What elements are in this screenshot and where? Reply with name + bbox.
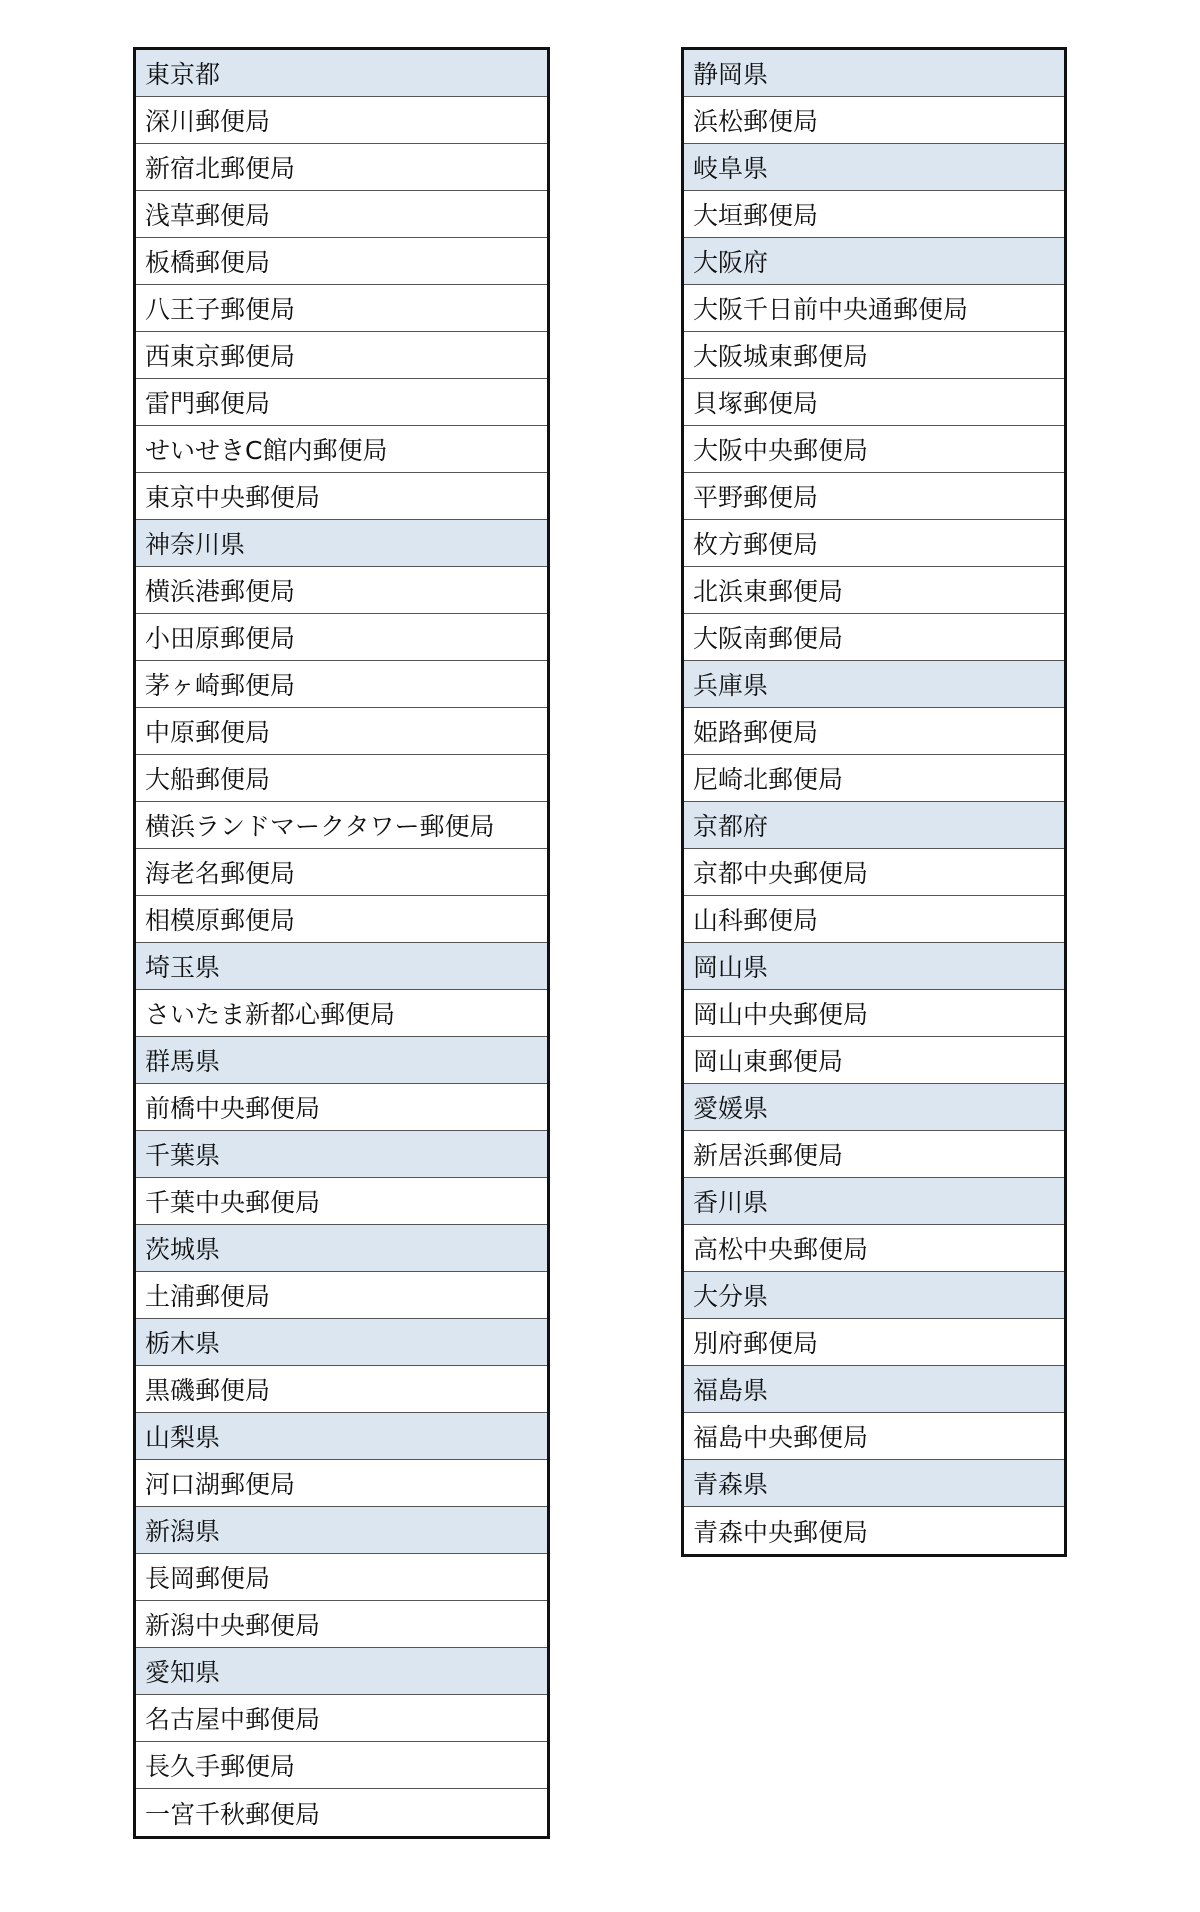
post-office-row: 浜松郵便局 bbox=[684, 97, 1064, 144]
prefecture-header-row: 青森県 bbox=[684, 1460, 1064, 1507]
prefecture-header-row: 栃木県 bbox=[136, 1319, 547, 1366]
post-office-row: 前橋中央郵便局 bbox=[136, 1084, 547, 1131]
post-office-row: 京都中央郵便局 bbox=[684, 849, 1064, 896]
prefecture-header-row: 神奈川県 bbox=[136, 520, 547, 567]
post-office-row: 千葉中央郵便局 bbox=[136, 1178, 547, 1225]
post-office-row: 横浜ランドマークタワー郵便局 bbox=[136, 802, 547, 849]
post-office-row: 雷門郵便局 bbox=[136, 379, 547, 426]
post-office-row: 一宮千秋郵便局 bbox=[136, 1789, 547, 1836]
post-office-row: 姫路郵便局 bbox=[684, 708, 1064, 755]
prefecture-header-row: 香川県 bbox=[684, 1178, 1064, 1225]
prefecture-header-row: 大阪府 bbox=[684, 238, 1064, 285]
post-office-row: 新宿北郵便局 bbox=[136, 144, 547, 191]
post-office-row: せいせきC館内郵便局 bbox=[136, 426, 547, 473]
post-office-row: 新居浜郵便局 bbox=[684, 1131, 1064, 1178]
post-office-row: 黒磯郵便局 bbox=[136, 1366, 547, 1413]
post-office-row: さいたま新都心郵便局 bbox=[136, 990, 547, 1037]
prefecture-header-row: 大分県 bbox=[684, 1272, 1064, 1319]
post-office-row: 土浦郵便局 bbox=[136, 1272, 547, 1319]
prefecture-header-row: 茨城県 bbox=[136, 1225, 547, 1272]
post-office-row: 大阪城東郵便局 bbox=[684, 332, 1064, 379]
post-office-row: 山科郵便局 bbox=[684, 896, 1064, 943]
prefecture-header-row: 岡山県 bbox=[684, 943, 1064, 990]
prefecture-header-row: 京都府 bbox=[684, 802, 1064, 849]
post-office-row: 北浜東郵便局 bbox=[684, 567, 1064, 614]
prefecture-header-row: 岐阜県 bbox=[684, 144, 1064, 191]
prefecture-header-row: 山梨県 bbox=[136, 1413, 547, 1460]
post-office-row: 板橋郵便局 bbox=[136, 238, 547, 285]
post-office-row: 小田原郵便局 bbox=[136, 614, 547, 661]
post-office-row: 高松中央郵便局 bbox=[684, 1225, 1064, 1272]
post-office-row: 平野郵便局 bbox=[684, 473, 1064, 520]
post-office-table-left bbox=[133, 47, 550, 1839]
post-office-row: 貝塚郵便局 bbox=[684, 379, 1064, 426]
post-office-row: 岡山東郵便局 bbox=[684, 1037, 1064, 1084]
post-office-table-right bbox=[681, 47, 1067, 1557]
post-office-row: 長久手郵便局 bbox=[136, 1742, 547, 1789]
post-office-row: 中原郵便局 bbox=[136, 708, 547, 755]
prefecture-header-row: 愛知県 bbox=[136, 1648, 547, 1695]
prefecture-header-row: 静岡県 bbox=[684, 50, 1064, 97]
post-office-row: 青森中央郵便局 bbox=[684, 1507, 1064, 1554]
post-office-row: 名古屋中郵便局 bbox=[136, 1695, 547, 1742]
post-office-row: 八王子郵便局 bbox=[136, 285, 547, 332]
post-office-row: 新潟中央郵便局 bbox=[136, 1601, 547, 1648]
prefecture-header-row: 兵庫県 bbox=[684, 661, 1064, 708]
prefecture-header-row: 愛媛県 bbox=[684, 1084, 1064, 1131]
post-office-row: 浅草郵便局 bbox=[136, 191, 547, 238]
post-office-row: 東京中央郵便局 bbox=[136, 473, 547, 520]
post-office-row: 河口湖郵便局 bbox=[136, 1460, 547, 1507]
prefecture-header-row: 東京都 bbox=[136, 50, 547, 97]
post-office-row: 大阪中央郵便局 bbox=[684, 426, 1064, 473]
post-office-row: 大船郵便局 bbox=[136, 755, 547, 802]
prefecture-header-row: 埼玉県 bbox=[136, 943, 547, 990]
post-office-row: 相模原郵便局 bbox=[136, 896, 547, 943]
post-office-row: 枚方郵便局 bbox=[684, 520, 1064, 567]
post-office-row: 長岡郵便局 bbox=[136, 1554, 547, 1601]
post-office-row: 尼崎北郵便局 bbox=[684, 755, 1064, 802]
post-office-row: 深川郵便局 bbox=[136, 97, 547, 144]
post-office-row: 別府郵便局 bbox=[684, 1319, 1064, 1366]
prefecture-header-row: 千葉県 bbox=[136, 1131, 547, 1178]
post-office-row: 西東京郵便局 bbox=[136, 332, 547, 379]
prefecture-header-row: 群馬県 bbox=[136, 1037, 547, 1084]
post-office-row: 岡山中央郵便局 bbox=[684, 990, 1064, 1037]
post-office-row: 海老名郵便局 bbox=[136, 849, 547, 896]
post-office-row: 大阪南郵便局 bbox=[684, 614, 1064, 661]
post-office-row: 大垣郵便局 bbox=[684, 191, 1064, 238]
prefecture-header-row: 福島県 bbox=[684, 1366, 1064, 1413]
post-office-row: 茅ヶ崎郵便局 bbox=[136, 661, 547, 708]
post-office-row: 横浜港郵便局 bbox=[136, 567, 547, 614]
post-office-row: 大阪千日前中央通郵便局 bbox=[684, 285, 1064, 332]
post-office-row: 福島中央郵便局 bbox=[684, 1413, 1064, 1460]
prefecture-header-row: 新潟県 bbox=[136, 1507, 547, 1554]
